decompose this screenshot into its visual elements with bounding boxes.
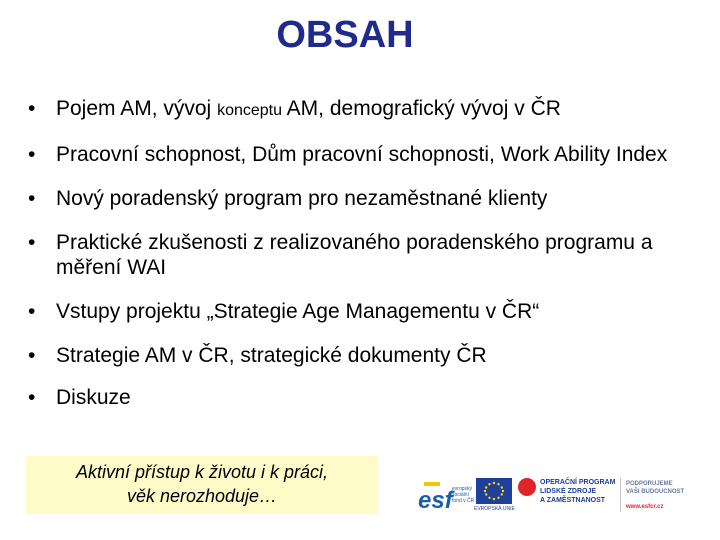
bullet-icon: • [28,386,36,409]
motto-box [26,456,378,514]
motto-line: věk nerozhoduje… [126,486,278,506]
slide-title: OBSAH [276,14,414,56]
op-program-text: OPERAČNÍ PROGRAM LIDSKÉ ZDROJE A ZAMĚSTNANOST [540,479,616,504]
agenda-item-text: Strategie AM v ČR, strategické dokumenty ČR [56,344,487,367]
agenda-item [28,142,698,167]
agenda-item [28,186,698,211]
bullet-icon: • [28,143,36,166]
agenda-item [28,385,698,410]
bullet-icon: • [28,344,36,367]
esf-letters: esf [418,487,453,514]
bullet-icon: • [28,97,36,120]
agenda-item-text: Diskuze [56,386,131,409]
agenda-item-text: Vstupy projektu „Strategie Age Managementu v ČR“ [56,300,540,323]
funding-logos [414,474,704,518]
agenda-list [28,96,698,410]
eu-flag-icon [476,478,512,504]
bullet-icon: • [28,187,36,210]
logo-divider [620,478,621,512]
esf-caption: evropský sociální fond v ČR [452,486,475,504]
agenda-item [28,96,698,123]
op-logo-icon [518,478,536,496]
agenda-item-text: Pojem AM, vývoj konceptu AM, demografický vývoj v ČR [56,97,561,120]
support-slogan: PODPORUJEME VAŠI BUDOUCNOST [626,481,685,495]
agenda-item-text: Praktické zkušenosti z realizovaného poradenského programu a měření WAI [56,231,653,279]
agenda-item-text: Pracovní schopnost, Dům pracovní schopnosti, Work Ability Index [56,143,668,166]
support-url: www.esfcr.cz [626,504,664,510]
bullet-icon: • [28,231,36,254]
agenda-item-text: Nový poradenský program pro nezaměstnané klienty [56,187,548,210]
agenda-item [28,343,698,368]
eu-caption: EVROPSKÁ UNIE [474,506,515,512]
motto-line: Aktivní přístup k životu i k práci, [75,462,329,482]
agenda-item [28,230,698,280]
bullet-icon: • [28,300,36,323]
agenda-item [28,299,698,324]
